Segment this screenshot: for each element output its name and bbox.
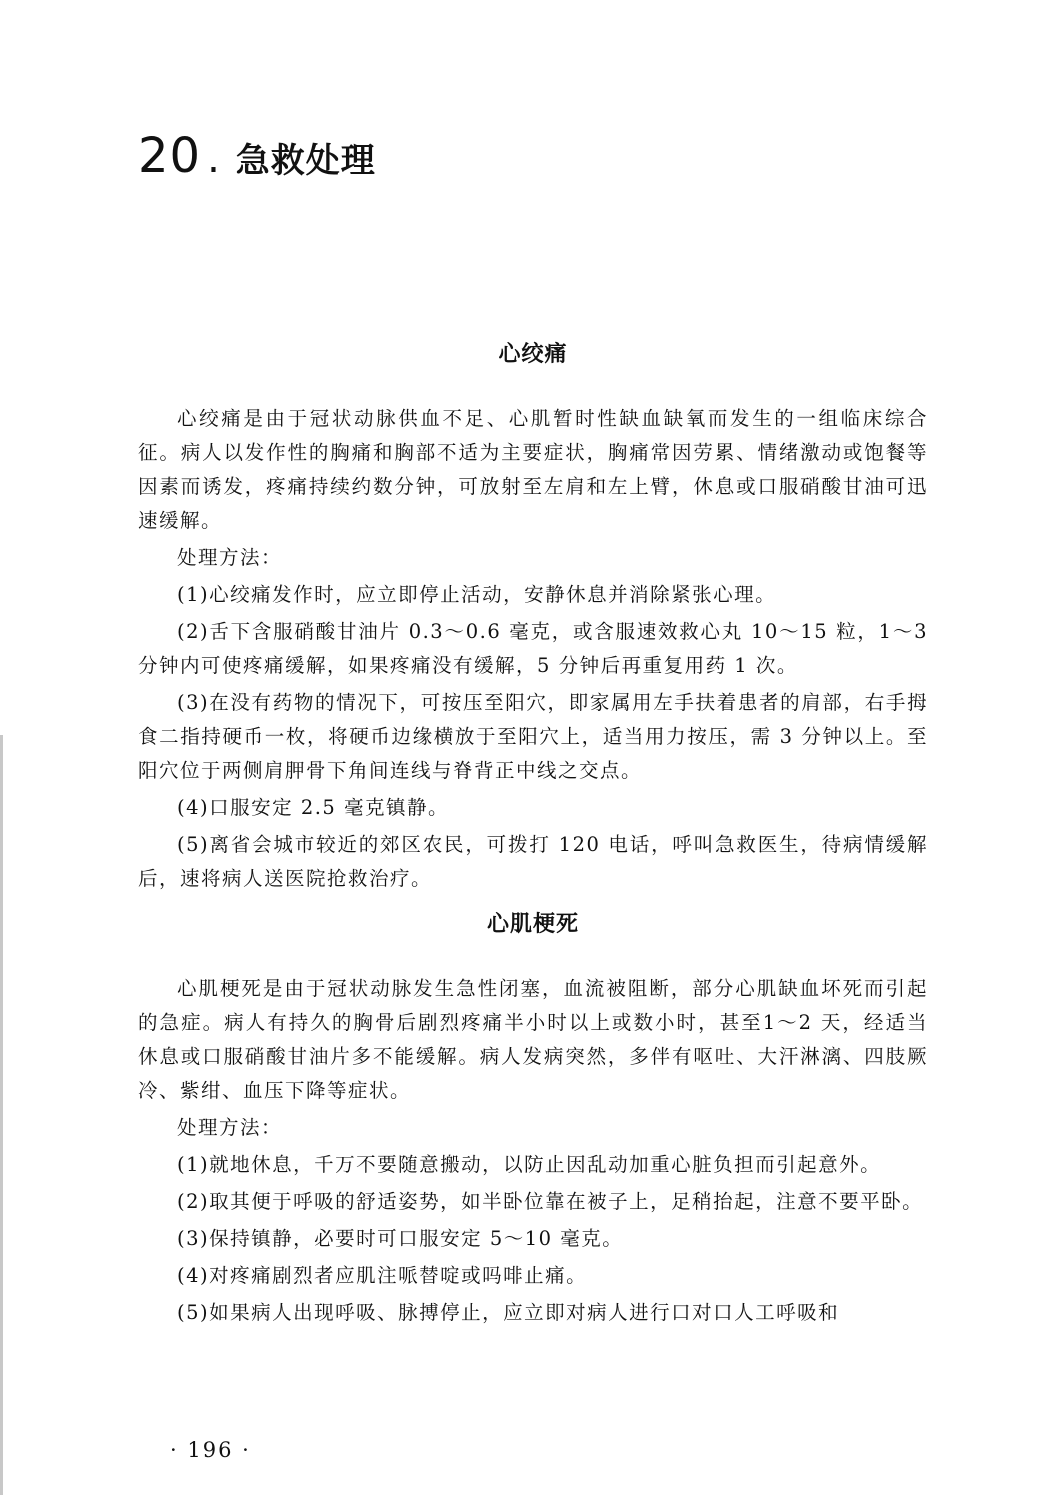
section-myocardial-infarction <box>138 910 928 1330</box>
chapter-number: 20 <box>138 128 202 184</box>
paragraph: (4)口服安定 2.5 毫克镇静。 <box>177 796 450 819</box>
paragraph: 处理方法： <box>177 1116 283 1139</box>
paragraph: (5)离省会城市较近的郊区农民，可拨打 120 电话，呼叫急救医生，待病情缓解后，速将病人送医院抢救治疗。 <box>138 833 928 890</box>
paragraph: (3)在没有药物的情况下，可按压至阳穴，即家属用左手扶着患者的肩部，右手拇食二指持硬币一枚，将硬币边缘横放于至阳穴上，适当用力按压，需 3 分钟以上。至阳穴位于两侧肩胛骨下角间连线与脊背正中线之交点。 <box>138 691 928 782</box>
paragraph: 处理方法： <box>177 546 283 569</box>
paragraph: (1)心绞痛发作时，应立即停止活动，安静休息并消除紧张心理。 <box>177 583 777 606</box>
paragraph: (3)保持镇静，必要时可口服安定 5～10 毫克。 <box>177 1227 624 1250</box>
section-heading: 心绞痛 <box>498 342 568 367</box>
paragraph: 心绞痛是由于冠状动脉供血不足、心肌暂时性缺血缺氧而发生的一组临床综合征。病人以发作性的胸痛和胸部不适为主要症状，胸痛常因劳累、情绪激动或饱餐等因素而诱发，疼痛持续约数分钟，可放射至左肩和左上臂，休息或口服硝酸甘油可迅速缓解。 <box>138 407 928 532</box>
paragraph: (2)舌下含服硝酸甘油片 0.3～0.6 毫克，或含服速效救心丸 10～15 粒，1～3 分钟内可使疼痛缓解，如果疼痛没有缓解，5 分钟后再重复用药 1 次。 <box>138 620 928 677</box>
paragraph: (4)对疼痛剧烈者应肌注哌替啶或吗啡止痛。 <box>177 1264 588 1287</box>
chapter-number-dot: . <box>207 136 220 182</box>
paragraph: (1)就地休息，千万不要随意搬动，以防止因乱动加重心脏负担而引起意外。 <box>177 1153 882 1176</box>
paragraph: 心肌梗死是由于冠状动脉发生急性闭塞，血流被阻断，部分心肌缺血坏死而引起的急症。病人有持久的胸骨后剧烈疼痛半小时以上或数小时，甚至1～2 天，经适当休息或口服硝酸甘油片多不能缓解。病人发病突然，多伴有呕吐、大汗淋漓、四肢厥冷、紫绀、血压下降等症状。 <box>138 977 928 1102</box>
page-number: · 196 · <box>170 1438 251 1462</box>
section-heading: 心肌梗死 <box>486 912 579 937</box>
chapter-heading <box>138 128 376 184</box>
chapter-title: 急救处理 <box>235 141 376 181</box>
section-angina <box>138 340 928 896</box>
paragraph: (5)如果病人出现呼吸、脉搏停止，应立即对病人进行口对口人工呼吸和 <box>177 1301 840 1324</box>
paragraph: (2)取其便于呼吸的舒适姿势，如半卧位靠在被子上，足稍抬起，注意不要平卧。 <box>177 1190 924 1213</box>
scan-edge-shadow <box>0 735 3 1495</box>
